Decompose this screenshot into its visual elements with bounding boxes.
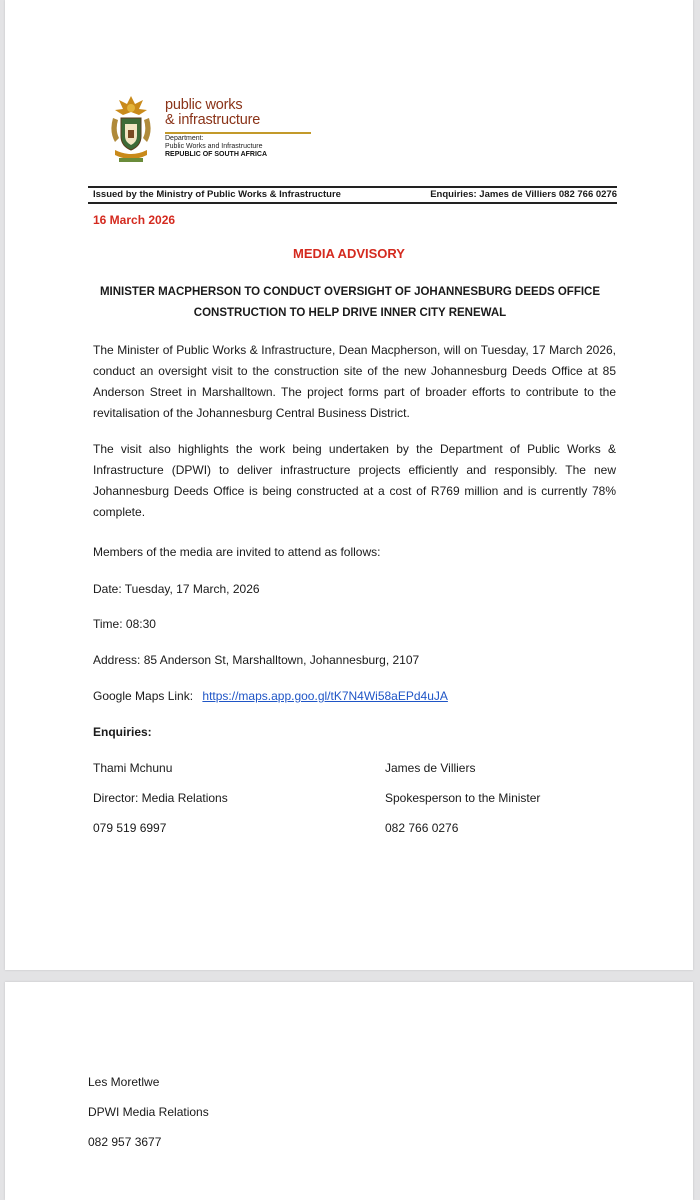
invite-text: Members of the media are invited to attend as follows:	[93, 545, 381, 559]
issued-by-text: Issued by the Ministry of Public Works & Infrastructure	[93, 189, 341, 200]
country-name: REPUBLIC OF SOUTH AFRICA	[165, 151, 268, 158]
contact-phone: 082 766 0276	[385, 821, 459, 835]
contact-phone: 079 519 6997	[93, 821, 167, 835]
coat-of-arms-icon	[105, 92, 157, 166]
release-date: 16 March 2026	[93, 213, 176, 227]
contact-role: Spokesperson to the Minister	[385, 791, 541, 805]
contact-name: Thami Mchunu	[93, 761, 173, 775]
department-label: Department:	[165, 135, 204, 142]
maps-label: Google Maps Link:	[93, 689, 194, 703]
contact-name: James de Villiers	[385, 761, 476, 775]
event-date: Date: Tuesday, 17 March, 2026	[93, 582, 260, 596]
bar-top-rule	[88, 186, 617, 188]
document-page-2	[5, 982, 693, 1200]
contact-role: Director: Media Relations	[93, 791, 228, 805]
headline: MINISTER MACPHERSON TO CONDUCT OVERSIGHT OF JOHANNESBURG DEEDS OFFICE CONSTRUCTION TO HELP DRIVE INNER CITY RENEWAL	[99, 286, 601, 319]
header-enquiries-text: Enquiries: James de Villiers 082 766 0276	[430, 189, 617, 200]
contact-phone: 082 957 3677	[88, 1135, 162, 1149]
event-address: Address: 85 Anderson St, Marshalltown, Johannesburg, 2107	[93, 653, 420, 667]
document-page-1	[5, 0, 693, 970]
enquiries-heading: Enquiries:	[93, 725, 152, 739]
contact-name: Les Moretlwe	[88, 1075, 160, 1089]
brand-line-2: & infrastructure	[165, 112, 261, 128]
maps-line	[93, 689, 448, 703]
maps-link[interactable]: https://maps.app.goo.gl/tK7N4Wi58aEPd4uJA	[202, 689, 448, 703]
department-logo	[105, 92, 325, 168]
advisory-title: MEDIA ADVISORY	[293, 246, 405, 261]
body-paragraph-2: The visit also highlights the work being undertaken by the Department of Public Works & Infrastructure (DPWI) to deliver infrastructure projects efficiently and responsibly. The new Johannesburg Deeds Office is being constructed at a cost of R769 million and is currently 78% complete.	[93, 442, 616, 519]
brand-divider	[165, 132, 311, 134]
bar-bottom-rule	[88, 202, 617, 204]
body-paragraph-1: The Minister of Public Works & Infrastructure, Dean Macpherson, will on Tuesday, 17 March 2026, conduct an oversight visit to the construction site of the new Johannesburg Deeds Office at 85 Anderson Street in Marshalltown. The project forms part of broader efforts to contribute to the revitalisation of the Johannesburg Central Business District.	[93, 343, 616, 420]
department-name: Public Works and Infrastructure	[165, 143, 263, 150]
contact-role: DPWI Media Relations	[88, 1105, 209, 1119]
event-time: Time: 08:30	[93, 617, 156, 631]
brand-line-1: public works	[165, 97, 243, 113]
